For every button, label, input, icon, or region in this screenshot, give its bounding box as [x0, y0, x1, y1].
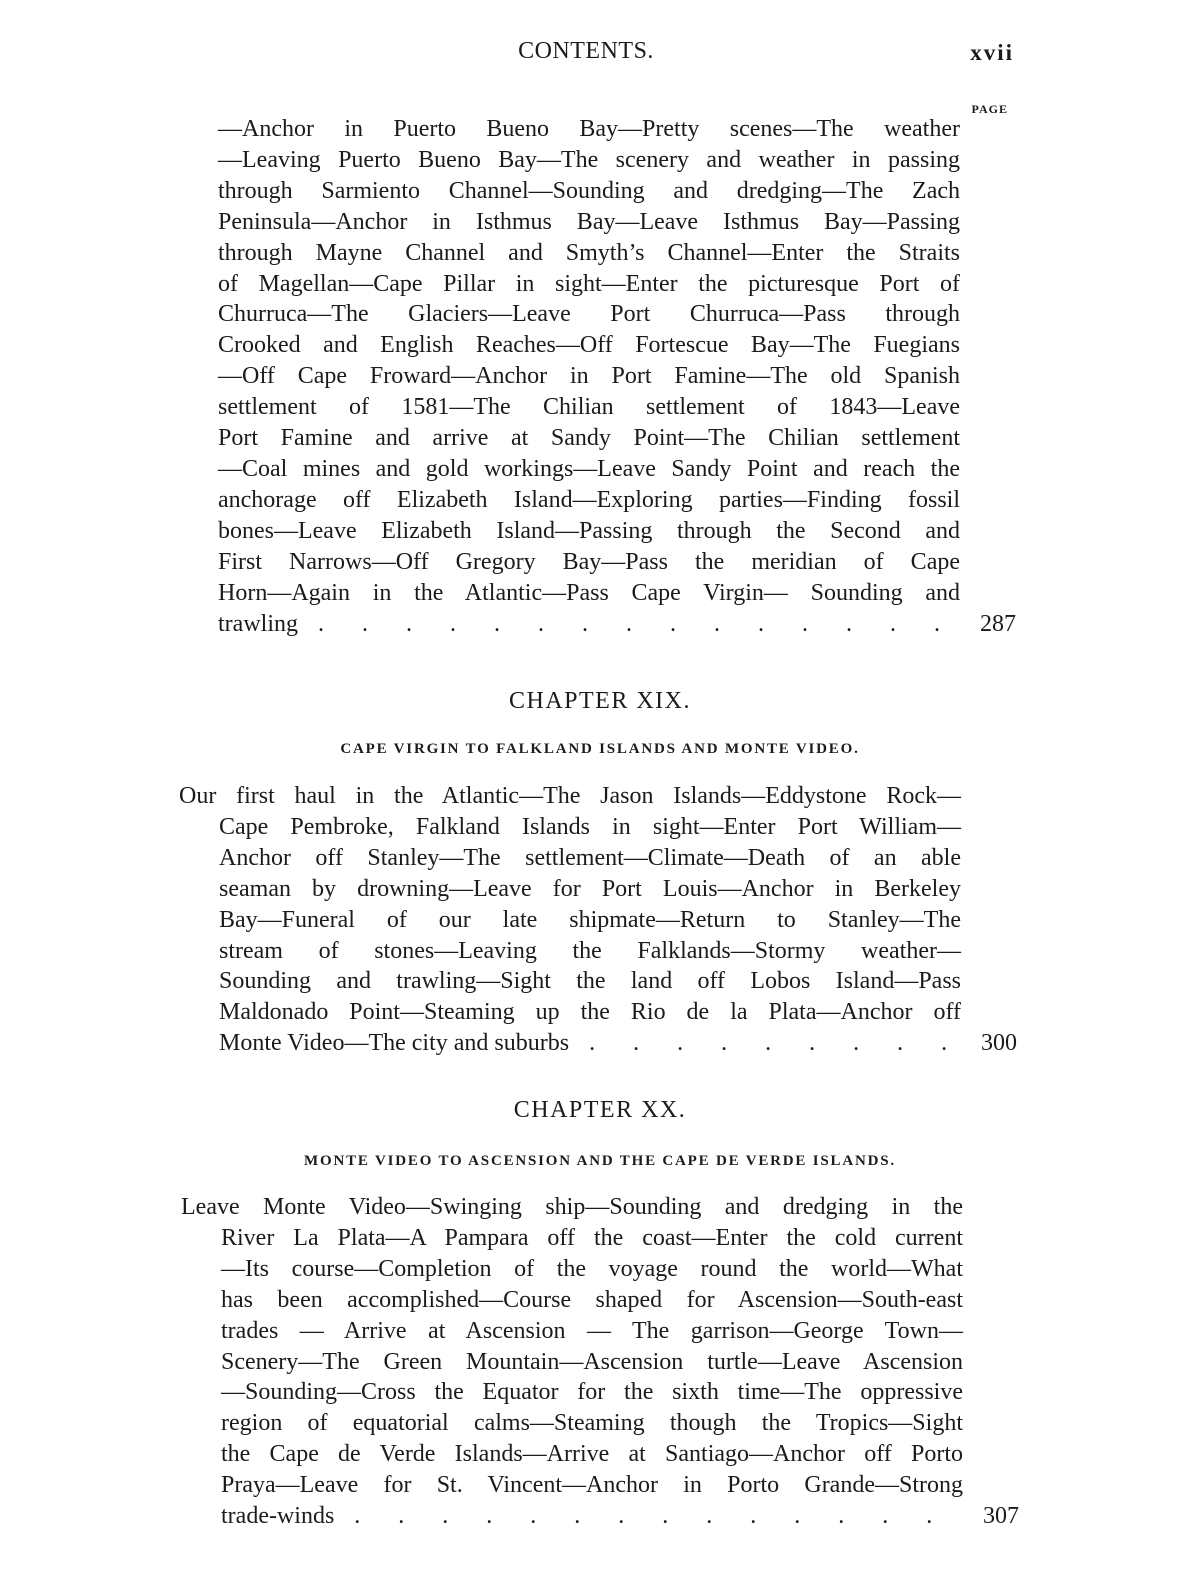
entry-line: —Its course—Completion of the voyage round the world—What [221, 1255, 963, 1282]
entry-line: trade-winds [221, 1503, 335, 1530]
entry-line: Anchor off Stanley—The settlement—Climate—Death of an able [219, 844, 961, 871]
entry-line: Crooked and English Reaches—Off Fortescue Bay—The Fuegians [218, 332, 960, 359]
page-reference: 307 [983, 1503, 1019, 1530]
chapter-subtitle: MONTE VIDEO TO ASCENSION AND THE CAPE DE VERDE ISLANDS. [304, 1153, 896, 1169]
page-reference: 287 [980, 610, 1016, 637]
entry-line: region of equatorial calms—Steaming though the Tropics—Sight [221, 1410, 963, 1437]
entry-line: trawling [218, 610, 298, 637]
entry-line: —Anchor in Puerto Bueno Bay—Pretty scenes—The weather [218, 116, 960, 142]
entry-line: anchorage off Elizabeth Island—Exploring parties—Finding fossil [218, 486, 960, 513]
entry-line: seaman by drowning—Leave for Port Louis—Anchor in Berkeley [219, 875, 961, 902]
entry-line: Bay—Funeral of our late shipmate—Return to Stanley—The [219, 906, 961, 933]
entry-line: has been accomplished—Course shaped for Ascension—South-east [221, 1286, 963, 1313]
toc-entry-chapter-xx [181, 1192, 1019, 1532]
page-reference: 300 [981, 1030, 1017, 1057]
chapter-subtitle: CAPE VIRGIN TO FALKLAND ISLANDS AND MONTE VIDEO. [340, 741, 860, 757]
toc-entry-chapter-xix [179, 781, 1017, 1059]
entry-line: Scenery—The Green Mountain—Ascension turtle—Leave Ascension [221, 1348, 963, 1375]
running-head [0, 36, 1200, 70]
page-column-label: PAGE [971, 102, 1008, 116]
entry-line: —Leaving Puerto Bueno Bay—The scenery and weather in passing [218, 146, 960, 173]
entry-line: Horn—Again in the Atlantic—Pass Cape Virgin— Sounding and [218, 579, 960, 606]
entry-line: Sounding and trawling—Sight the land off Lobos Island—Pass [219, 968, 961, 995]
dot-leader [298, 609, 960, 640]
chapter-heading: CHAPTER XIX. [508, 688, 691, 714]
dot-leader [569, 1028, 961, 1059]
entry-line: stream of stones—Leaving the Falklands—Stormy weather— [219, 937, 961, 964]
entry-last-line [218, 609, 1016, 640]
entry-line: Cape Pembroke, Falkland Islands in sight—Enter Port William— [219, 813, 961, 840]
entry-line: Maldonado Point—Steaming up the Rio de la Plata—Anchor off [219, 999, 961, 1026]
entry-line: Peninsula—Anchor in Isthmus Bay—Leave Isthmus Bay—Passing [218, 208, 960, 235]
entry-line: the Cape de Verde Islands—Arrive at Santiago—Anchor off Porto [221, 1441, 963, 1468]
entry-last-line [221, 1501, 1019, 1532]
entry-line: —Coal mines and gold workings—Leave Sandy Point and reach the [218, 455, 960, 482]
entry-line: through Sarmiento Channel—Sounding and dredging—The Zach [218, 177, 960, 204]
entry-line: First Narrows—Off Gregory Bay—Pass the meridian of Cape [218, 548, 960, 575]
entry-line: Churruca—The Glaciers—Leave Port Churruca—Pass through [218, 301, 960, 328]
page-number: xvii [970, 40, 1014, 65]
entry-line: settlement of 1581—The Chilian settlement of 1843—Leave [218, 394, 960, 421]
entry-line: trades — Arrive at Ascension — The garrison—George Town— [221, 1317, 963, 1344]
entry-line: Our first haul in the Atlantic—The Jason Islands—Eddystone Rock— [179, 783, 961, 809]
entry-last-line [219, 1028, 1017, 1059]
entry-line: of Magellan—Cape Pillar in sight—Enter the picturesque Port of [218, 270, 960, 297]
running-title: CONTENTS. [518, 38, 654, 64]
entry-line: bones—Leave Elizabeth Island—Passing through the Second and [218, 517, 960, 544]
entry-line: —Sounding—Cross the Equator for the sixth time—The oppressive [221, 1379, 963, 1406]
entry-line: —Off Cape Froward—Anchor in Port Famine—The old Spanish [218, 363, 960, 390]
entry-line: Leave Monte Video—Swinging ship—Sounding and dredging in the [181, 1194, 963, 1220]
entry-line: Monte Video—The city and suburbs [219, 1030, 570, 1057]
dot-leader [334, 1501, 963, 1532]
entry-line: Praya—Leave for St. Vincent—Anchor in Porto Grande—Strong [221, 1472, 963, 1499]
entry-line: through Mayne Channel and Smyth’s Channel—Enter the Straits [218, 239, 960, 266]
chapter-heading: CHAPTER XX. [513, 1097, 687, 1123]
entry-line: Port Famine and arrive at Sandy Point—The Chilian settlement [218, 425, 960, 452]
entry-line: River La Plata—A Pampara off the coast—Enter the cold current [221, 1224, 963, 1251]
toc-entry-chapter-xviii [218, 114, 1016, 639]
